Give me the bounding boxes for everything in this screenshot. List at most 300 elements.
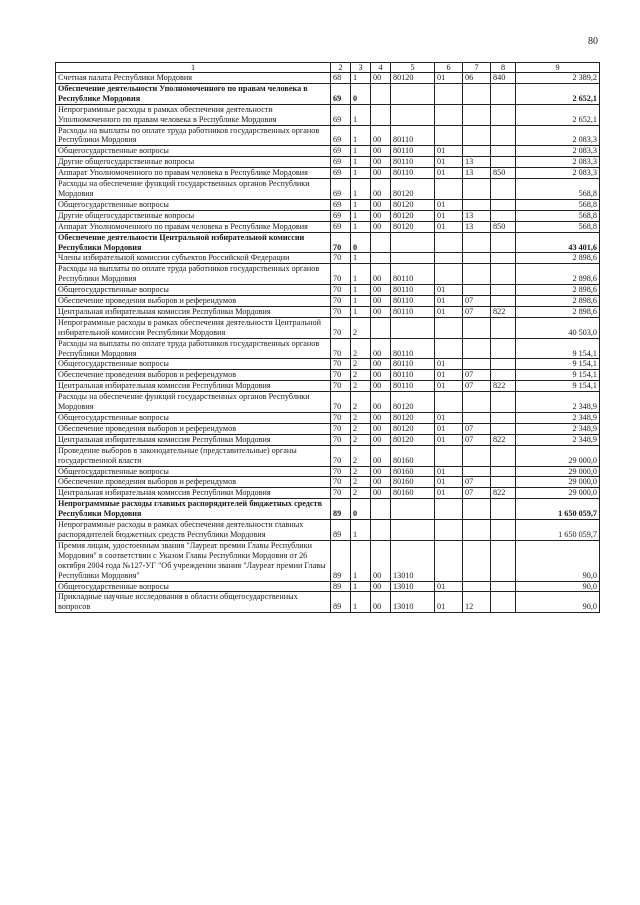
- header-cell: 8: [491, 63, 516, 73]
- subsection-code: 1: [351, 199, 371, 210]
- expense-type-code: [491, 264, 516, 285]
- row-amount: 568,8: [516, 199, 600, 210]
- sub-code: 00: [371, 434, 391, 445]
- section-code: 89: [331, 540, 351, 581]
- row-name: Центральная избирательная комиссия Республики Мордовия: [56, 488, 331, 499]
- row-name: Общегосударственные вопросы: [56, 413, 331, 424]
- target-code: 80120: [391, 434, 435, 445]
- chapter-code: [435, 104, 463, 125]
- table-row: [56, 253, 600, 264]
- section-code: 69: [331, 83, 351, 104]
- target-code: 80110: [391, 168, 435, 179]
- subsection-code: 1: [351, 285, 371, 296]
- subsection-code: 1: [351, 296, 371, 307]
- section-code: 69: [331, 125, 351, 146]
- chapter-code: [435, 264, 463, 285]
- chapter-code: [435, 253, 463, 264]
- table-row: [56, 73, 600, 84]
- row-amount: 29 000,0: [516, 466, 600, 477]
- row-amount: 2 652,1: [516, 104, 600, 125]
- table-row: [56, 146, 600, 157]
- subsection-code: 1: [351, 520, 371, 541]
- subchapter-code: [463, 285, 491, 296]
- subchapter-code: [463, 179, 491, 200]
- row-name: Общегосударственные вопросы: [56, 581, 331, 592]
- chapter-code: [435, 125, 463, 146]
- expense-type-code: [491, 146, 516, 157]
- sub-code: [371, 253, 391, 264]
- table-row: [56, 392, 600, 413]
- row-amount: 2 898,6: [516, 285, 600, 296]
- sub-code: 00: [371, 210, 391, 221]
- subchapter-code: 06: [463, 73, 491, 84]
- table-row: [56, 381, 600, 392]
- subsection-code: 2: [351, 423, 371, 434]
- header-cell: 9: [516, 63, 600, 73]
- expense-type-code: [491, 125, 516, 146]
- sub-code: 00: [371, 285, 391, 296]
- target-code: 80120: [391, 423, 435, 434]
- sub-code: 00: [371, 73, 391, 84]
- row-amount: 29 000,0: [516, 445, 600, 466]
- row-name: Расходы на выплаты по оплате труда работников государственных органов Республики Мордовия: [56, 125, 331, 146]
- chapter-code: 01: [435, 488, 463, 499]
- row-amount: 1 650 059,7: [516, 499, 600, 520]
- expense-type-code: [491, 445, 516, 466]
- expense-type-code: 822: [491, 381, 516, 392]
- row-name: Центральная избирательная комиссия Республики Мордовия: [56, 434, 331, 445]
- target-code: 13010: [391, 540, 435, 581]
- sub-code: 00: [371, 264, 391, 285]
- table-row: [56, 83, 600, 104]
- sub-code: [371, 104, 391, 125]
- header-cell: 2: [331, 63, 351, 73]
- section-code: 70: [331, 253, 351, 264]
- expense-type-code: 822: [491, 434, 516, 445]
- subsection-code: 1: [351, 157, 371, 168]
- table-row: [56, 370, 600, 381]
- expense-type-code: [491, 104, 516, 125]
- row-name: Другие общегосударственные вопросы: [56, 157, 331, 168]
- row-name: Проведение выборов в законодательные (представительные) органы государственной власти: [56, 445, 331, 466]
- table-row: [56, 264, 600, 285]
- chapter-code: 01: [435, 306, 463, 317]
- section-code: 70: [331, 317, 351, 338]
- table-row: [56, 210, 600, 221]
- subchapter-code: 07: [463, 306, 491, 317]
- subsection-code: 1: [351, 73, 371, 84]
- row-name: Счетная палата Республики Мордовия: [56, 73, 331, 84]
- row-amount: 9 154,1: [516, 370, 600, 381]
- table-row: [56, 317, 600, 338]
- subchapter-code: [463, 445, 491, 466]
- expense-type-code: [491, 253, 516, 264]
- subsection-code: 2: [351, 466, 371, 477]
- page-number: 80: [588, 36, 598, 47]
- table-row: [56, 488, 600, 499]
- subsection-code: 1: [351, 592, 371, 613]
- subsection-code: 1: [351, 210, 371, 221]
- target-code: 80120: [391, 210, 435, 221]
- table-row: [56, 423, 600, 434]
- row-amount: 2 348,9: [516, 423, 600, 434]
- section-code: 69: [331, 210, 351, 221]
- expense-type-code: [491, 210, 516, 221]
- sub-code: 00: [371, 306, 391, 317]
- subsection-code: 2: [351, 477, 371, 488]
- subsection-code: 1: [351, 306, 371, 317]
- chapter-code: 01: [435, 423, 463, 434]
- target-code: 80110: [391, 146, 435, 157]
- expense-type-code: [491, 285, 516, 296]
- target-code: 13010: [391, 592, 435, 613]
- expense-type-code: [491, 540, 516, 581]
- section-code: 69: [331, 221, 351, 232]
- target-code: 80110: [391, 359, 435, 370]
- chapter-code: 01: [435, 581, 463, 592]
- row-amount: 2 083,3: [516, 157, 600, 168]
- subchapter-code: 13: [463, 157, 491, 168]
- sub-code: 00: [371, 581, 391, 592]
- section-code: 70: [331, 338, 351, 359]
- table-row: [56, 125, 600, 146]
- chapter-code: 01: [435, 381, 463, 392]
- subsection-code: 2: [351, 392, 371, 413]
- chapter-code: [435, 232, 463, 253]
- table-row: [56, 592, 600, 613]
- expense-type-code: [491, 477, 516, 488]
- row-name: Центральная избирательная комиссия Республики Мордовия: [56, 381, 331, 392]
- subsection-code: 2: [351, 488, 371, 499]
- section-code: 69: [331, 104, 351, 125]
- row-amount: 2 652,1: [516, 83, 600, 104]
- chapter-code: [435, 83, 463, 104]
- table-row: [56, 540, 600, 581]
- table-row: [56, 466, 600, 477]
- section-code: 70: [331, 296, 351, 307]
- row-amount: 29 000,0: [516, 488, 600, 499]
- row-amount: 2 898,6: [516, 296, 600, 307]
- chapter-code: 01: [435, 413, 463, 424]
- row-amount: 2 348,9: [516, 413, 600, 424]
- target-code: 80120: [391, 392, 435, 413]
- chapter-code: 01: [435, 359, 463, 370]
- row-name: Непрограммные расходы в рамках обеспечения деятельности Уполномоченного по правам человека в Республике Мордовия: [56, 104, 331, 125]
- target-code: 13010: [391, 581, 435, 592]
- row-amount: 568,8: [516, 179, 600, 200]
- row-amount: 43 401,6: [516, 232, 600, 253]
- expense-type-code: [491, 392, 516, 413]
- target-code: 80120: [391, 221, 435, 232]
- subchapter-code: [463, 540, 491, 581]
- sub-code: [371, 317, 391, 338]
- subchapter-code: [463, 83, 491, 104]
- subchapter-code: 12: [463, 592, 491, 613]
- row-amount: 2 898,6: [516, 306, 600, 317]
- row-name: Аппарат Уполномоченного по правам человека в Республике Мордовия: [56, 221, 331, 232]
- row-amount: 1 650 059,7: [516, 520, 600, 541]
- header-cell: 3: [351, 63, 371, 73]
- table-row: [56, 232, 600, 253]
- table-row: [56, 520, 600, 541]
- section-code: 70: [331, 381, 351, 392]
- subsection-code: 2: [351, 359, 371, 370]
- sub-code: 00: [371, 466, 391, 477]
- target-code: [391, 520, 435, 541]
- section-code: 70: [331, 466, 351, 477]
- row-amount: 2 083,3: [516, 125, 600, 146]
- row-name: Члены избирательной комиссии субъектов Российской Федерации: [56, 253, 331, 264]
- subsection-code: 1: [351, 540, 371, 581]
- sub-code: 00: [371, 179, 391, 200]
- target-code: [391, 317, 435, 338]
- expense-type-code: [491, 413, 516, 424]
- subchapter-code: 07: [463, 296, 491, 307]
- row-amount: 2 348,9: [516, 392, 600, 413]
- chapter-code: [435, 520, 463, 541]
- sub-code: 00: [371, 392, 391, 413]
- table-row: [56, 179, 600, 200]
- section-code: 69: [331, 157, 351, 168]
- sub-code: 00: [371, 488, 391, 499]
- section-code: 70: [331, 359, 351, 370]
- row-name: Расходы на выплаты по оплате труда работников государственных органов Республики Мордовия: [56, 338, 331, 359]
- expense-type-code: [491, 592, 516, 613]
- expense-type-code: [491, 232, 516, 253]
- header-cell: 1: [56, 63, 331, 73]
- row-amount: 90,0: [516, 581, 600, 592]
- target-code: 80110: [391, 157, 435, 168]
- expense-type-code: [491, 359, 516, 370]
- row-name: Общегосударственные вопросы: [56, 146, 331, 157]
- chapter-code: 01: [435, 221, 463, 232]
- sub-code: 00: [371, 199, 391, 210]
- sub-code: 00: [371, 146, 391, 157]
- subsection-code: 1: [351, 125, 371, 146]
- row-name: Премия лицам, удостоенным звания "Лауреат премии Главы Республики Мордовия" в соответствии с Указом Главы Республики Мордовия от 26 октября 2004 года №127-УГ "Об учреждении звания "Лауреат премии Главы Республики Мордовия": [56, 540, 331, 581]
- chapter-code: [435, 338, 463, 359]
- subchapter-code: [463, 232, 491, 253]
- section-code: 70: [331, 477, 351, 488]
- target-code: 80110: [391, 125, 435, 146]
- section-code: 69: [331, 168, 351, 179]
- row-amount: 40 503,0: [516, 317, 600, 338]
- section-code: 70: [331, 413, 351, 424]
- table-row: [56, 285, 600, 296]
- expense-type-code: [491, 499, 516, 520]
- subchapter-code: 07: [463, 477, 491, 488]
- target-code: 80110: [391, 285, 435, 296]
- subsection-code: 1: [351, 146, 371, 157]
- section-code: 70: [331, 232, 351, 253]
- subsection-code: 2: [351, 317, 371, 338]
- chapter-code: 01: [435, 592, 463, 613]
- row-name: Непрограммные расходы в рамках обеспечения деятельности Центральной избирательной комиссии Республики Мордовия: [56, 317, 331, 338]
- target-code: 80120: [391, 73, 435, 84]
- row-name: Общегосударственные вопросы: [56, 199, 331, 210]
- expense-type-code: [491, 338, 516, 359]
- subchapter-code: [463, 253, 491, 264]
- subsection-code: 1: [351, 264, 371, 285]
- chapter-code: 01: [435, 146, 463, 157]
- section-code: 70: [331, 264, 351, 285]
- subchapter-code: [463, 125, 491, 146]
- chapter-code: [435, 392, 463, 413]
- subchapter-code: [463, 146, 491, 157]
- target-code: 80110: [391, 306, 435, 317]
- chapter-code: 01: [435, 296, 463, 307]
- expense-type-code: [491, 423, 516, 434]
- expense-type-code: 840: [491, 73, 516, 84]
- row-amount: 568,8: [516, 210, 600, 221]
- expense-type-code: [491, 581, 516, 592]
- row-amount: 90,0: [516, 592, 600, 613]
- chapter-code: 01: [435, 370, 463, 381]
- target-code: 80160: [391, 445, 435, 466]
- header-row: [56, 63, 600, 73]
- target-code: 80120: [391, 199, 435, 210]
- sub-code: 00: [371, 125, 391, 146]
- section-code: 69: [331, 179, 351, 200]
- sub-code: [371, 520, 391, 541]
- row-amount: 568,8: [516, 221, 600, 232]
- sub-code: 00: [371, 168, 391, 179]
- subsection-code: 2: [351, 445, 371, 466]
- row-amount: 2 083,3: [516, 146, 600, 157]
- row-amount: 9 154,1: [516, 359, 600, 370]
- chapter-code: 01: [435, 434, 463, 445]
- chapter-code: 01: [435, 466, 463, 477]
- subsection-code: 1: [351, 581, 371, 592]
- subsection-code: 1: [351, 253, 371, 264]
- subchapter-code: 07: [463, 370, 491, 381]
- sub-code: 00: [371, 157, 391, 168]
- section-code: 69: [331, 199, 351, 210]
- row-amount: 2 898,6: [516, 264, 600, 285]
- subchapter-code: [463, 520, 491, 541]
- sub-code: [371, 83, 391, 104]
- target-code: 80160: [391, 466, 435, 477]
- section-code: 69: [331, 146, 351, 157]
- row-amount: 2 348,9: [516, 434, 600, 445]
- table-row: [56, 157, 600, 168]
- subchapter-code: [463, 104, 491, 125]
- header-cell: 4: [371, 63, 391, 73]
- expense-type-code: [491, 466, 516, 477]
- section-code: 89: [331, 592, 351, 613]
- section-code: 89: [331, 581, 351, 592]
- subchapter-code: [463, 499, 491, 520]
- subsection-code: 0: [351, 232, 371, 253]
- sub-code: 00: [371, 477, 391, 488]
- subchapter-code: [463, 359, 491, 370]
- subchapter-code: [463, 199, 491, 210]
- row-name: Обеспечение проведения выборов и референдумов: [56, 477, 331, 488]
- section-code: 70: [331, 306, 351, 317]
- chapter-code: 01: [435, 199, 463, 210]
- subchapter-code: 07: [463, 434, 491, 445]
- chapter-code: [435, 445, 463, 466]
- row-amount: 9 154,1: [516, 381, 600, 392]
- section-code: 89: [331, 499, 351, 520]
- section-code: 70: [331, 392, 351, 413]
- sub-code: 00: [371, 592, 391, 613]
- row-name: Непрограммные расходы в рамках обеспечения деятельности главных распорядителей бюджетных средств Республики Мордовия: [56, 520, 331, 541]
- expense-type-code: 822: [491, 488, 516, 499]
- expense-type-code: [491, 179, 516, 200]
- subchapter-code: 07: [463, 423, 491, 434]
- table-row: [56, 104, 600, 125]
- subsection-code: 1: [351, 179, 371, 200]
- table-row: [56, 445, 600, 466]
- subchapter-code: 07: [463, 381, 491, 392]
- section-code: 68: [331, 73, 351, 84]
- row-name: Аппарат Уполномоченного по правам человека в Республике Мордовия: [56, 168, 331, 179]
- row-name: Непрограммные расходы главных распорядителей бюджетных средств Республики Мордовия: [56, 499, 331, 520]
- target-code: 80160: [391, 477, 435, 488]
- target-code: [391, 499, 435, 520]
- sub-code: 00: [371, 370, 391, 381]
- table-row: [56, 338, 600, 359]
- section-code: 70: [331, 370, 351, 381]
- sub-code: 00: [371, 338, 391, 359]
- chapter-code: 01: [435, 73, 463, 84]
- target-code: [391, 232, 435, 253]
- subchapter-code: [463, 338, 491, 359]
- subsection-code: 2: [351, 413, 371, 424]
- subchapter-code: [463, 317, 491, 338]
- table-row: [56, 581, 600, 592]
- sub-code: 00: [371, 359, 391, 370]
- subchapter-code: [463, 392, 491, 413]
- row-name: Обеспечение проведения выборов и референдумов: [56, 370, 331, 381]
- chapter-code: 01: [435, 477, 463, 488]
- subsection-code: 0: [351, 499, 371, 520]
- row-name: Обеспечение проведения выборов и референдумов: [56, 296, 331, 307]
- row-name: Обеспечение деятельности Центральной избирательной комиссии Республики Мордовия: [56, 232, 331, 253]
- chapter-code: 01: [435, 157, 463, 168]
- expense-type-code: 850: [491, 221, 516, 232]
- subchapter-code: 13: [463, 168, 491, 179]
- chapter-code: [435, 317, 463, 338]
- table-row: [56, 499, 600, 520]
- subsection-code: 2: [351, 381, 371, 392]
- sub-code: 00: [371, 221, 391, 232]
- subsection-code: 1: [351, 168, 371, 179]
- table-row: [56, 413, 600, 424]
- subsection-code: 2: [351, 338, 371, 359]
- subchapter-code: [463, 413, 491, 424]
- chapter-code: 01: [435, 210, 463, 221]
- chapter-code: [435, 179, 463, 200]
- section-code: 70: [331, 423, 351, 434]
- row-amount: 29 000,0: [516, 477, 600, 488]
- expense-type-code: [491, 520, 516, 541]
- section-code: 70: [331, 445, 351, 466]
- row-name: Общегосударственные вопросы: [56, 359, 331, 370]
- subchapter-code: [463, 466, 491, 477]
- target-code: 80120: [391, 179, 435, 200]
- row-amount: 2 389,2: [516, 73, 600, 84]
- sub-code: 00: [371, 445, 391, 466]
- chapter-code: 01: [435, 285, 463, 296]
- target-code: 80120: [391, 413, 435, 424]
- header-cell: 5: [391, 63, 435, 73]
- subchapter-code: 13: [463, 210, 491, 221]
- subchapter-code: 07: [463, 488, 491, 499]
- table-body: [56, 73, 600, 613]
- row-name: Обеспечение деятельности Уполномоченного по правам человека в Республике Мордовия: [56, 83, 331, 104]
